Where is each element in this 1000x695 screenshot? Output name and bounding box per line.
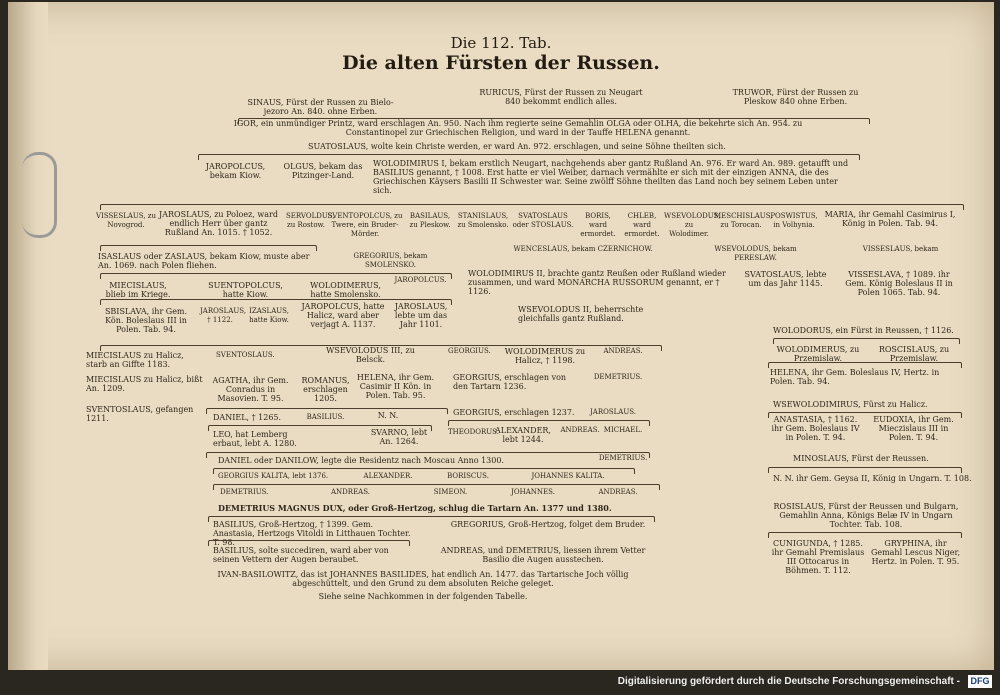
entry-daniel-1265: DANIEL, † 1265. (213, 413, 282, 422)
entry-helena-boleslaus: HELENA, ihr Gem. Boleslaus IV, Hertz. in Polen. Tab. 94. (770, 368, 940, 386)
entry-maria: MARIA, ihr Gemahl Casimirus I, König in Polen. Tab. 94. (824, 210, 956, 228)
entry-andreas-demetrius: ANDREAS, und DEMETRIUS, liessen ihrem Vetter Basilio die Augen ausstechen. (440, 546, 646, 564)
entry-demetrius-magnus: DEMETRIUS MAGNUS DUX, oder Groß-Hertzog, schlug die Tartarn An. 1377 und 1380. (218, 503, 612, 513)
entry-poswistus: POSWISTUS, in Volhynia. (770, 212, 818, 229)
entry-chleb: CHLEB, ward ermordet. (624, 212, 660, 238)
entry-svatoslaus-1145: SVATOSLAUS, lebte um das Jahr 1145. (744, 270, 827, 288)
entry-agatha: AGATHA, ihr Gem. Conradus in Masovien. T. 95. (212, 376, 289, 403)
entry-basilius-grosshertzog: BASILIUS, Groß-Hertzog, † 1399. Gem. Anastasia, Hertzogs Vitoldi in Litthauen Tochter. T. 98. (213, 520, 411, 547)
entry-jaroslaus-1122: JAROSLAUS, † 1122. (200, 307, 247, 324)
entry-basilius: BASILIUS. (306, 413, 345, 421)
entry-alexander: ALEXANDER, lebt 1244. (495, 426, 551, 444)
entry-cunigunda: CUNIGUNDA, † 1285. ihr Gemahl Premislaus III Ottocarus in Böhmen. T. 112. (771, 539, 865, 575)
entry-wolodimirus-i: WOLODIMIRUS I, bekam erstlich Neugart, nachgehends aber gantz Rußland An. 976. Er ward An. 989. getaufft und BASILIUS genannt, † 1008. Erst hatte er viel Weiber, darnach vermählte er sich mit der einzigen ANNA, die des Griechischen Käysers Basilii II Schwester war. Seine zwölff Söhne theilten das Land noch bey seinem Leben unter sich. (373, 159, 849, 195)
table-number: Die 112. Tab. (450, 34, 552, 52)
entry-roscislaus: ROSCISLAUS, zu Przemislaw. (878, 345, 950, 363)
entry-stanislaus: STANISLAUS, zu Smolensko. (457, 212, 509, 229)
funding-note: Digitalisierung gefördert durch die Deutsche Forschungsgemeinschaft - (617, 676, 960, 687)
entry-wsevolodus-iii: WSEVOLODUS III, zu Belsck. (326, 346, 415, 364)
entry-romanus: ROMANUS, erschlagen 1205. (301, 376, 350, 403)
entry-daniel-danilow: DANIEL oder DANILOW, legte die Residentz nach Moscau Anno 1300. (218, 456, 504, 465)
entry-wolodimerus-smolensko: WOLODIMERUS, hatte Smolensko. (310, 281, 381, 299)
bracket-line (768, 532, 962, 538)
entry-gregorius: GREGORIUS, bekam SMOLENSKO. (353, 252, 428, 269)
document-page (8, 2, 994, 670)
entry-wolodorus: WOLODORUS, ein Fürst in Reussen, † 1126. (773, 326, 954, 335)
entry-basilaus: BASILAUS, zu Pleskow. (409, 212, 451, 229)
entry-truwor: TRUWOR, Fürst der Russen zu Pleskow 840 ohne Erben. (732, 88, 859, 106)
entry-georgius-tartarn: GEORGIUS, erschlagen von den Tartarn 1236. (453, 373, 567, 391)
entry-jaropolcus-halicz: JAROPOLCUS, hatte Halicz, ward aber verjagt A. 1137. (301, 302, 385, 329)
digitization-footer (0, 670, 1000, 695)
entry-igor: IGOR, ein unmündiger Printz, ward erschlagen An. 950. Nach ihm regierte seine Gemahlin OLGA oder OLHA, die bekehrte sich An. 954. zu Constantinopel zur Griechischen Religion, und ward in der Tauffe HELENA genannt. (233, 119, 803, 137)
entry-demetrius-3: DEMETRIUS. (220, 488, 269, 496)
entry-jaroslaus-2: JAROSLAUS. (589, 408, 637, 416)
entry-svarno: SVARNO, lebt An. 1264. (370, 428, 428, 446)
entry-theodorus: THEODORUS. (448, 428, 499, 436)
reference-next-table: Siehe seine Nachkommen in der folgenden Tabelle. (318, 592, 528, 601)
entry-andreas-2: ANDREAS. (560, 426, 600, 434)
book-spine (8, 2, 48, 670)
entry-wsevolodus-pereslaw: WSEVOLODUS, bekam PERESLAW. (714, 245, 797, 262)
entry-andreas-3: ANDREAS. (331, 488, 370, 496)
entry-wsewolodimirus: WSEWOLODIMIRUS, Fürst zu Halicz. (773, 400, 928, 409)
entry-visseslava: VISSESLAVA, † 1089. ihr Gem. König Boleslaus II in Polen 1065. Tab. 94. (845, 270, 953, 297)
entry-simeon: SIMEON. (433, 488, 468, 496)
entry-ruricus: RURICUS, Fürst der Russen zu Neugart 840 bekommt endlich alles. (479, 88, 643, 106)
entry-suatoslaus: SUATOSLAUS, wolte kein Christe werden, er ward An. 972. erschlagen, und seine Söhne theilten sich. (308, 142, 726, 151)
entry-isaslaus: ISASLAUS oder ZASLAUS, bekam Kiow, muste aber An. 1069. nach Polen fliehen. (98, 252, 310, 270)
paper-clip (22, 152, 57, 238)
entry-meschislaus: MESCHISLAUS, zu Torocan. (714, 212, 773, 229)
entry-eudoxia: EUDOXIA, ihr Gem. Mieczislaus III in Polen. T. 94. (873, 415, 954, 442)
entry-andreas-4: ANDREAS. (598, 488, 638, 496)
entry-visseslaus: VISSESLAUS, zu Novogrod. (96, 212, 156, 229)
entry-wsevolodus: WSEVOLODUS, zu Wolodimer. (664, 212, 721, 238)
entry-minoslaus: MINOSLAUS, Fürst der Reussen. (793, 454, 929, 463)
entry-gryphina: GRYPHINA, ihr Gemahl Lescus Niger, Hertz. in Polen. T. 95. (870, 539, 961, 566)
entry-demetrius: DEMETRIUS. (593, 373, 643, 381)
entry-rosislaus: ROSISLAUS, Fürst der Reussen und Bulgarn, Gemahlin Anna, Königs Belæ IV in Ungarn Tochter. Tab. 108. (773, 502, 959, 529)
entry-georgius: GEORGIUS. (448, 347, 491, 355)
dfg-logo: DFG (968, 675, 992, 688)
entry-boriscus: BORISCUS. (447, 472, 489, 480)
entry-johannes: JOHANNES. (511, 488, 555, 496)
entry-wolodimirus-ii: WOLODIMIRUS II, brachte gantz Reußen oder Rußland wieder zusammen, und ward MONARCHA RUSSORUM genannt, er † 1126. (468, 269, 726, 296)
entry-alexander-2: ALEXANDER. (363, 472, 413, 480)
entry-boris: BORIS, ward ermordet. (580, 212, 616, 238)
entry-jaropolcus: JAROPOLCUS, bekam Kiow. (205, 162, 266, 180)
bracket-line (100, 245, 317, 251)
entry-miecislaus: MIECISLAUS, blieb im Kriege. (105, 281, 171, 299)
bracket-line (773, 338, 960, 344)
entry-wsevolodus-ii: WSEVOLODUS II, beherrschte gleichfalls gantz Rußland. (518, 305, 644, 323)
entry-visseslaus-bekam: VISSESLAUS, bekam (862, 245, 939, 253)
entry-nn-geysa: N. N. ihr Gem. Geysa II, König in Ungarn. T. 108. (773, 474, 972, 483)
entry-wolodimerus-przemislaw: WOLODIMERUS, zu Przemislaw. (776, 345, 860, 363)
entry-servoldus: SERVOLDUS, zu Rostow. (286, 212, 335, 229)
entry-miecislaus-halicz: MIECISLAUS zu Halicz, starb an Giffte 1183. (86, 351, 184, 369)
entry-helena-casimir: HELENA, ihr Gem. Casimir II Kön. in Polen. Tab. 95. (356, 373, 435, 400)
entry-johannes-kalita: JOHANNES KALITA. (531, 472, 605, 480)
entry-georgius-kalita: GEORGIUS KALITA, lebt 1376. (218, 472, 329, 480)
entry-sbislava: SBISLAVA, ihr Gem. Kön. Boleslaus III in Polen. Tab. 94. (104, 307, 188, 334)
entry-sventoslaus: SVENTOSLAUS. (216, 351, 275, 359)
entry-suentopolcus: SUENTOPOLCUS, hatte Kiow. (208, 281, 283, 299)
entry-miecislaus-1209: MIECISLAUS zu Halicz, bißt An. 1209. (86, 375, 203, 393)
entry-gregorius-grosshertzog: GREGORIUS, Groß-Hertzog, folget dem Bruder. (450, 520, 646, 529)
entry-sinaus: SINAUS, Fürst der Russen zu Bielo-jezoro An. 840. ohne Erben. (247, 98, 394, 116)
entry-sventoslaus-1211: SVENTOSLAUS, gefangen 1211. (86, 405, 194, 423)
entry-andreas: ANDREAS. (603, 347, 643, 355)
entry-jaroslaus: JAROSLAUS, zu Poloez, ward endlich Herr über gantz Rußland An. 1015. † 1052. (159, 210, 278, 237)
bracket-line (768, 467, 962, 473)
entry-izaslaus: IZASLAUS, hatte Kiow. (249, 307, 289, 324)
entry-wolodimerus-halicz: WOLODIMERUS zu Halicz, † 1198. (504, 347, 586, 365)
entry-anastasia: ANASTASIA, † 1162. ihr Gem. Boleslaus IV in Polen. T. 94. (771, 415, 860, 442)
entry-leo: LEO, hat Lemberg erbaut, lebt A. 1280. (213, 430, 297, 448)
entry-georgius-1237: GEORGIUS, erschlagen 1237. (453, 408, 575, 417)
entry-demetrius-2: DEMETRIUS. (598, 454, 648, 462)
entry-basilius-geblendet: BASILIUS, solte succediren, ward aber von seinen Vettern der Augen beraubet. (213, 546, 389, 564)
entry-wenceslaus: WENCESLAUS, bekam CZERNICHOW. (513, 245, 653, 253)
entry-jaropolcus-2: JAROPOLCUS. (394, 276, 447, 284)
entry-olgus: OLGUS, bekam das Pitzinger-Land. (283, 162, 363, 180)
page-title: Die alten Fürsten der Russen. (342, 52, 660, 74)
entry-sventopolcus: SVENTOPOLCUS, zu Twere, ein Bruder-Mörder. (327, 212, 403, 238)
entry-jaroslaus-1101: JAROSLAUS, lebte um das Jahr 1101. (394, 302, 448, 329)
entry-nn: N. N. (377, 411, 399, 420)
entry-ivan-basilowitz: IVAN-BASILOWITZ, das ist JOHANNES BASILIDES, hat endlich An. 1477. das Tartarische Joch völlig abgeschüttelt, und den Grund zu dem absoluten Reiche geleget. (217, 570, 629, 588)
entry-michael: MICHAEL. (603, 426, 643, 434)
entry-svatoslaus: SVATOSLAUS oder STOSLAUS. (512, 212, 574, 229)
